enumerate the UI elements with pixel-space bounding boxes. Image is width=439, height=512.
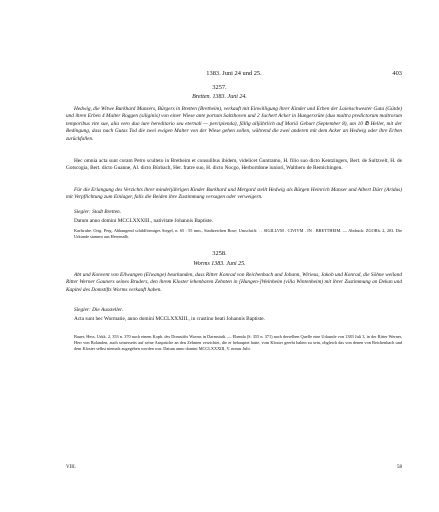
doc1-sealer: Siegler: Stadt Bretten.	[74, 209, 122, 215]
doc2-sealer: Siegler: Die Aussteller.	[74, 307, 123, 313]
page-footer	[66, 465, 402, 470]
doc1-dateline: Bretten. 1383. Juni 24.	[192, 94, 247, 100]
running-title: 1383. Juni 24 und 25.	[206, 70, 262, 77]
doc2-closing: Acta sunt hec Wormatie, anno domini MCCLXXXIII., in crastino beati Johannis Baptiste.	[74, 316, 265, 322]
doc2-note: Bauer, Hess. Urkk. 2, 353 n. 370 nach einem Kopb. des Domstifts Worms in Darmstadt. — Ebenda (S. 355 n. 371) nach derselben Quelle eine Urkunde von 1383 Juli 3, in der Ritter Werner, Herr von Bolanden, auch seinerseits auf seine Ansprüche an den Zehnten verzichtet, die er behauptet hatte, vom Kloster geerbt haben zu sein, obgleich das von denen von Reichenbach und dem Kloster selbst niemals zugegeben worden war. Datum anno domini MCCLXXXIII, V. nonas Julii.	[74, 334, 402, 352]
running-header	[66, 70, 402, 80]
doc1-regest: Hedwig, die Witwe Burkhard Munzers, Bürgers in Bretten (Bretheim), verkauft mit Einwilligung ihrer Kinder und Erben der Laienschwester Guta (Gütde) und ihren Erben 4 Malter Roggen (siliginis) von einer Wiese ante portam Saltzhoven und 2 Juchert Acker in Hungersrüte (duo maltra predictorum maltrorum temporibus vite sue, alia vero duo iure hereditario seu eternali — percipienda), fällig alljährlich auf Mariä Geburt (September 8), um 10 ℔ Heller, mit der Bedingung, dass nach Gutas Tod die zwei ewigen Malter von der Wiese gehen sollen, während die zwei anderen mit dem Acker an Hedwig oder ihre Erben zurückfallen.	[66, 106, 402, 142]
footer-signature: VIII.	[66, 465, 76, 470]
doc2-regest: Abt und Konvent von Ellwangen (Elwange) beurkunden, dass Ritter Konrad von Reichenbach und Johann, Wirieus, Jakob und Konrad, die Söhne weiland Ritter Werner Gauners seines Bruders, den ihrem Kloster lehenbaren Zehnten in [Hungen-]Weinheim (villa Wintenheim) mit ihrer Zustimmung an Dekan und Kapitel des Domstifts Worms verkauft haben.	[66, 272, 402, 293]
page-number: 403	[392, 70, 402, 77]
doc2-dateline: Worms 1383. Juni 25.	[193, 261, 246, 267]
footer-sheet-number: 58	[397, 465, 402, 470]
doc1-regest2: Für die Erlangung des Verzichts ihrer minderjährigen Kinder Burkhard und Mergard stellt Hedwig als Bürgen Heinrich Manser und Albert Dürr (Aridus) mit Verpflichtung zum Einlager, falls die Beiden ihre Zustimmung versagen oder verweigern.	[66, 187, 402, 201]
doc1-closing: Datum anno domini MCCLXXXIII., nativitate Johannis Baptiste.	[74, 218, 214, 224]
doc2-number: 3258.	[212, 250, 227, 257]
doc1-number: 3257.	[212, 84, 227, 91]
doc1-note: Karlsruhe. Orig. Perg. Abhangend schildförmiges Siegel, n. 65 : 55 mm., Stadtzeichen Rose; Umschrift: . . SIGILLVM . CIVIVM . IN . BRETTHEIM. — Abdruck: ZGORh. 2, 203. Die Urkunde stammt aus Herrenalb.	[74, 228, 402, 240]
doc1-text: Hec omnia acta sunt coram Petro sculteto in Bretheim et consulibus ibidem, videlicet Guntramo, H. filio suo dicto Kentzingers, Bert. de Sultzvelt, H. de Gotscogia, Bert. dicto Guanne, Al. dicto Bürbach, Her. fratre suo, H. dicto Nocgo, Herbortdone iuniori, Walthero de Remichingen.	[66, 158, 402, 172]
